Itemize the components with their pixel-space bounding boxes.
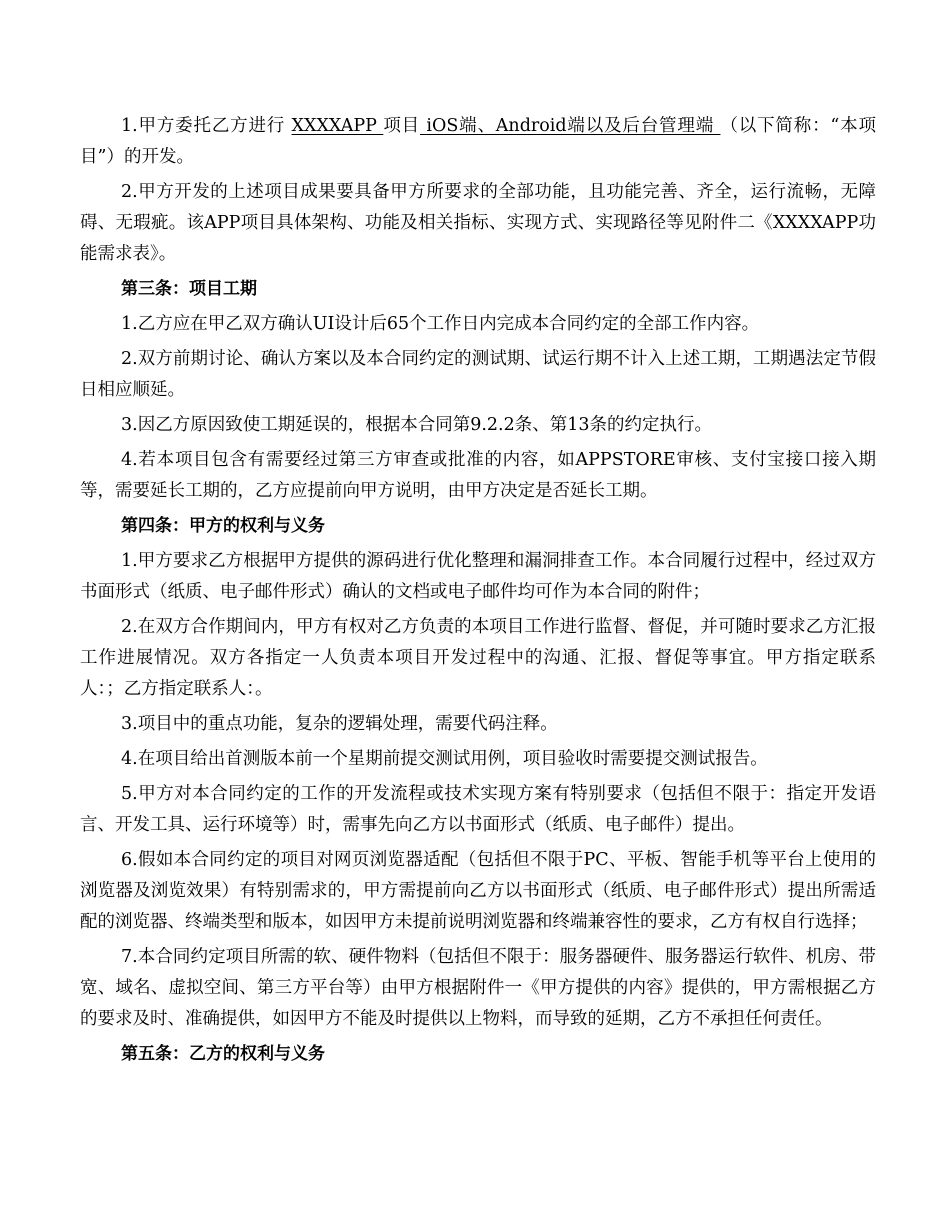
section-heading-3: 第三条：项目工期 <box>121 279 257 299</box>
clause-paragraph: 2.甲方开发的上述项目成果要具备甲方所要求的全部功能，且功能完善、齐全，运行流畅，无障碍、无瑕疵。该APP项目具体架构、功能及相关指标、实现方式、实现路径等见附件二《XXXXAPP功能需求表》。 <box>80 182 876 264</box>
clause-paragraph: 1.甲方要求乙方根据甲方提供的源码进行优化整理和漏洞排查工作。本合同履行过程中，经过双方书面形式（纸质、电子邮件形式）确认的文档或电子邮件均可作为本合同的附件； <box>80 551 876 602</box>
clause-text: 项目 <box>383 116 420 136</box>
clause-paragraph: 1.乙方应在甲乙双方确认UI设计后65个工作日内完成本合同约定的全部工作内容。 <box>121 314 760 334</box>
clause-paragraph: 2.双方前期讨论、确认方案以及本合同约定的测试期、试运行期不计入上述工期，工期遇法定节假日相应顺延。 <box>80 349 876 400</box>
clause-text: 1.甲方委托乙方进行 <box>121 116 292 136</box>
contract-page <box>80 111 876 1074</box>
clause-paragraph: 4.若本项目包含有需要经过第三方审查或批准的内容，如APPSTORE审核、支付宝接口接入期等，需要延长工期的，乙方应提前向甲方说明，由甲方决定是否延长工期。 <box>80 450 876 501</box>
clause-paragraph: 6.假如本合同约定的项目对网页浏览器适配（包括但不限于PC、平板、智能手机等平台上使用的浏览器及浏览效果）有特别需求的，甲方需提前向乙方以书面形式（纸质、电子邮件形式）提出所需适配的浏览器、终端类型和版本，如因甲方未提前说明浏览器和终端兼容性的要求，乙方有权自行选择； <box>80 850 876 932</box>
project-scope-field: iOS端、Android端以及后台管理端 <box>419 116 721 136</box>
clause-text: （以下简称：“本项目”）的开发。 <box>80 116 876 167</box>
clause-paragraph: 7.本合同约定项目所需的软、硬件物料（包括但不限于：服务器硬件、服务器运行软件、机房、带宽、域名、虚拟空间、第三方平台等）由甲方根据附件一《甲方提供的内容》提供的，甲方需根据乙方的要求及时、准确提供，如因甲方不能及时提供以上物料，而导致的延期，乙方不承担任何责任。 <box>80 947 876 1029</box>
project-name-field: XXXXAPP <box>291 116 384 136</box>
clause-paragraph: 5.甲方对本合同约定的工作的开发流程或技术实现方案有特别要求（包括但不限于：指定开发语言、开发工具、运行环境等）时，需事先向乙方以书面形式（纸质、电子邮件）提出。 <box>80 784 876 835</box>
section-heading-5: 第五条：乙方的权利与义务 <box>121 1044 325 1064</box>
clause-paragraph: 4.在项目给出首测版本前一个星期前提交测试用例，项目验收时需要提交测试报告。 <box>121 749 768 769</box>
clause-paragraph: 3.项目中的重点功能，复杂的逻辑处理，需要代码注释。 <box>121 714 558 734</box>
clause-paragraph: 2.在双方合作期间内，甲方有权对乙方负责的本项目工作进行监督、督促，并可随时要求乙方汇报工作进展情况。双方各指定一人负责本项目开发过程中的沟通、汇报、督促等事宜。甲方指定联系人：；乙方指定联系人：。 <box>80 617 876 699</box>
clause-paragraph: 3.因乙方原因致使工期延误的，根据本合同第9.2.2条、第13条的约定执行。 <box>121 415 712 435</box>
section-heading-4: 第四条：甲方的权利与义务 <box>121 516 325 536</box>
clause-paragraph <box>80 111 876 173</box>
